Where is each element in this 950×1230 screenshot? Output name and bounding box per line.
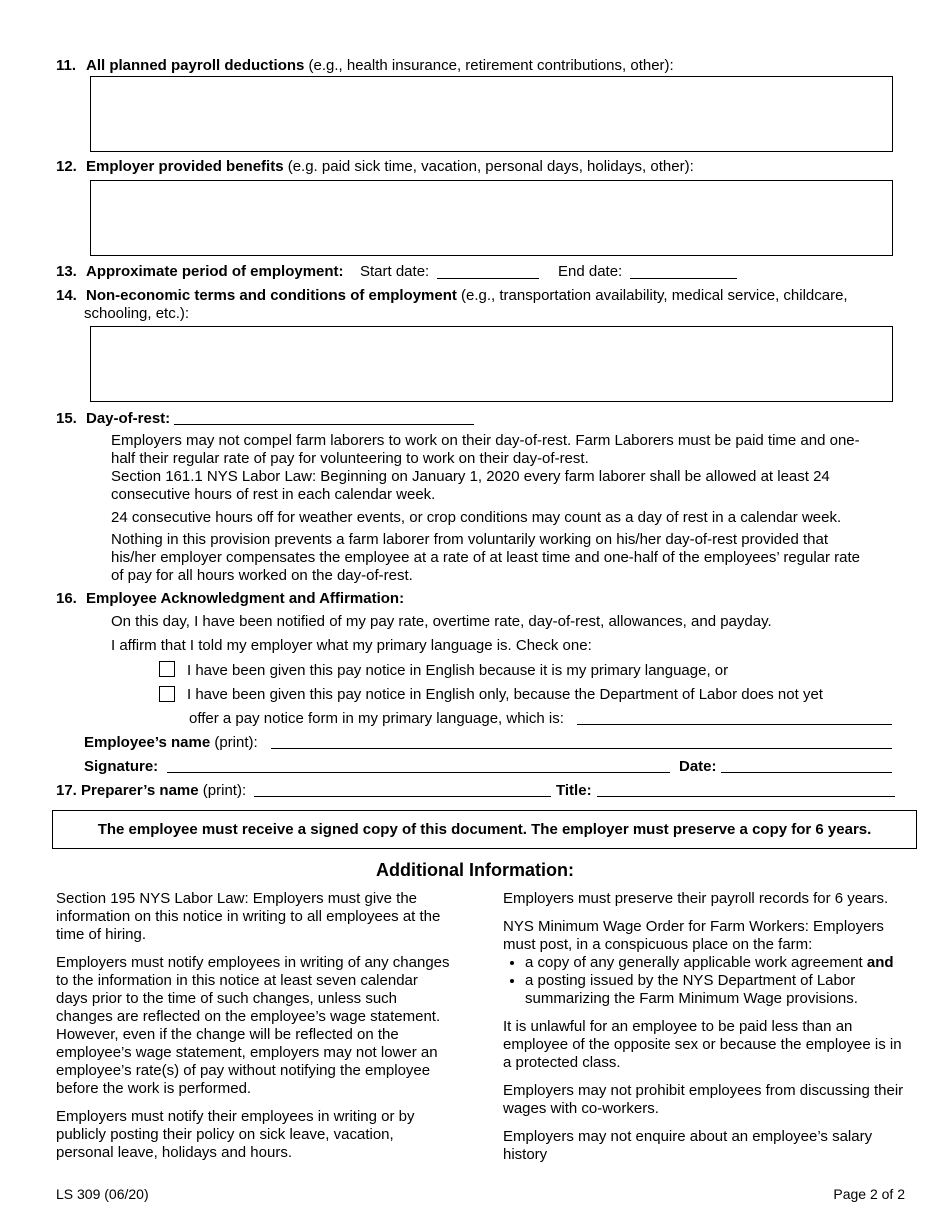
additional-left-para: Employers must notify their employees in writing or by publicly posting their policy on sick leave, vacation, personal leave, holidays and hours.	[56, 1108, 415, 1161]
preparer-name-field[interactable]	[254, 782, 551, 797]
day-of-rest-para-4: Nothing in this provision prevents a farm laborer from voluntarily working on his/her day-of-rest provided that his/her employer compensates the employee at a rate of at least time and one-half of the employees’ regular rate of pay for all hours worked on the day-of-rest.	[111, 531, 861, 584]
english-only-option-cont: offer a pay notice form in my primary language, which is:	[189, 710, 564, 727]
notice-box	[52, 810, 917, 849]
day-of-rest-para-1: Employers may not compel farm laborers to work on their day-of-rest. Farm Laborers must be paid time and one-half their regular rate of pay for volunteering to work on their day-of-rest.	[111, 432, 860, 467]
q17-label: 17. Preparer’s name (print):	[56, 782, 247, 799]
additional-right-para: NYS Minimum Wage Order for Farm Workers: Employers must post, in a conspicuous place on the farm:	[503, 918, 884, 953]
day-of-rest-para-3: 24 consecutive hours off for weather events, or crop conditions may count as a day of rest in a calendar week.	[111, 509, 842, 526]
q11-label: All planned payroll deductions (e.g., health insurance, retirement contributions, other):	[86, 57, 674, 74]
signature-label: Signature:	[84, 758, 159, 775]
english-only-option: I have been given this pay notice in English only, because the Department of Labor does not yet	[187, 686, 823, 703]
affirm-language-text: I affirm that I told my employer what my primary language is. Check one:	[111, 637, 592, 654]
q14-number: 14.	[56, 287, 77, 304]
list-item: • a posting issued by the NYS Department of Labor summarizing the Farm Minimum Wage provisions.	[525, 972, 908, 1008]
payroll-deductions-field[interactable]	[90, 76, 893, 152]
start-date-label: Start date:	[360, 263, 430, 280]
signature-field[interactable]	[167, 758, 670, 773]
day-of-rest-para-2: Section 161.1 NYS Labor Law: Beginning on January 1, 2020 every farm laborer shall be allowed at least 24 consecutive hours of rest in each calendar week.	[111, 468, 830, 503]
q14-label-cont: schooling, etc.):	[84, 305, 190, 322]
additional-left-column	[56, 890, 451, 1172]
english-primary-checkbox[interactable]	[159, 661, 175, 677]
employee-name-field[interactable]	[271, 734, 892, 749]
employee-name-label: Employee’s name (print):	[84, 734, 258, 751]
notice-text: The employee must receive a signed copy of this document. The employer must preserve a copy for 6 years.	[97, 820, 872, 838]
q12-number: 12.	[56, 158, 77, 175]
start-date-field[interactable]	[437, 264, 539, 279]
q16-label: Employee Acknowledgment and Affirmation:	[86, 590, 405, 607]
q12-label: Employer provided benefits (e.g. paid sick time, vacation, personal days, holidays, other):	[86, 158, 694, 175]
q13-number: 13.	[56, 263, 77, 280]
english-only-checkbox[interactable]	[159, 686, 175, 702]
day-of-rest-label: Day-of-rest:	[86, 410, 171, 427]
end-date-label: End date:	[558, 263, 623, 280]
non-economic-terms-field[interactable]	[90, 326, 893, 402]
end-date-field[interactable]	[630, 264, 737, 279]
acknowledgment-text: On this day, I have been notified of my pay rate, overtime rate, day-of-rest, allowances, and payday.	[111, 613, 772, 630]
q11-number: 11.	[56, 57, 77, 74]
date-label: Date:	[679, 758, 717, 775]
date-field[interactable]	[721, 758, 892, 773]
english-primary-option: I have been given this pay notice in English because it is my primary language, or	[187, 662, 729, 679]
q15-number: 15.	[56, 410, 77, 427]
form-number: LS 309 (06/20)	[56, 1186, 149, 1202]
additional-info-heading: Additional Information:	[376, 860, 574, 880]
page-number: Page 2 of 2	[833, 1186, 905, 1202]
posting-requirements-list	[503, 954, 908, 1008]
q14-label: Non-economic terms and conditions of employment (e.g., transportation availability, medical service, childcare,	[86, 287, 848, 304]
additional-right-para: Employers must preserve their payroll records for 6 years.	[503, 890, 889, 907]
employer-benefits-field[interactable]	[90, 180, 893, 256]
additional-left-para: Employers must notify employees in writing of any changes to the information in this notice at least seven calendar days prior to the time of such changes, unless such changes are reflected on the employee’s wage statement. However, even if the change will be reflected on the employee’s wage statement, employers may not lower an employee’s rate(s) of pay without notifying the employee before the work is performed.	[56, 954, 450, 1097]
additional-right-column	[503, 890, 908, 1174]
q16-number: 16.	[56, 590, 77, 607]
additional-left-para: Section 195 NYS Labor Law: Employers must give the information on this notice in writing to all employees at the time of hiring.	[56, 890, 441, 943]
primary-language-field[interactable]	[577, 710, 892, 725]
day-of-rest-field[interactable]	[174, 410, 474, 425]
additional-right-para: Employers may not enquire about an employee’s salary history	[503, 1128, 873, 1163]
additional-right-para: Employers may not prohibit employees from discussing their wages with co-workers.	[503, 1082, 904, 1117]
title-label: Title:	[556, 782, 592, 799]
additional-right-para: It is unlawful for an employee to be paid less than an employee of the opposite sex or because the employee is in a protected class.	[503, 1018, 902, 1071]
title-field[interactable]	[597, 782, 895, 797]
list-item: • a copy of any generally applicable work agreement and	[525, 954, 908, 972]
q13-label: Approximate period of employment:	[86, 263, 344, 280]
